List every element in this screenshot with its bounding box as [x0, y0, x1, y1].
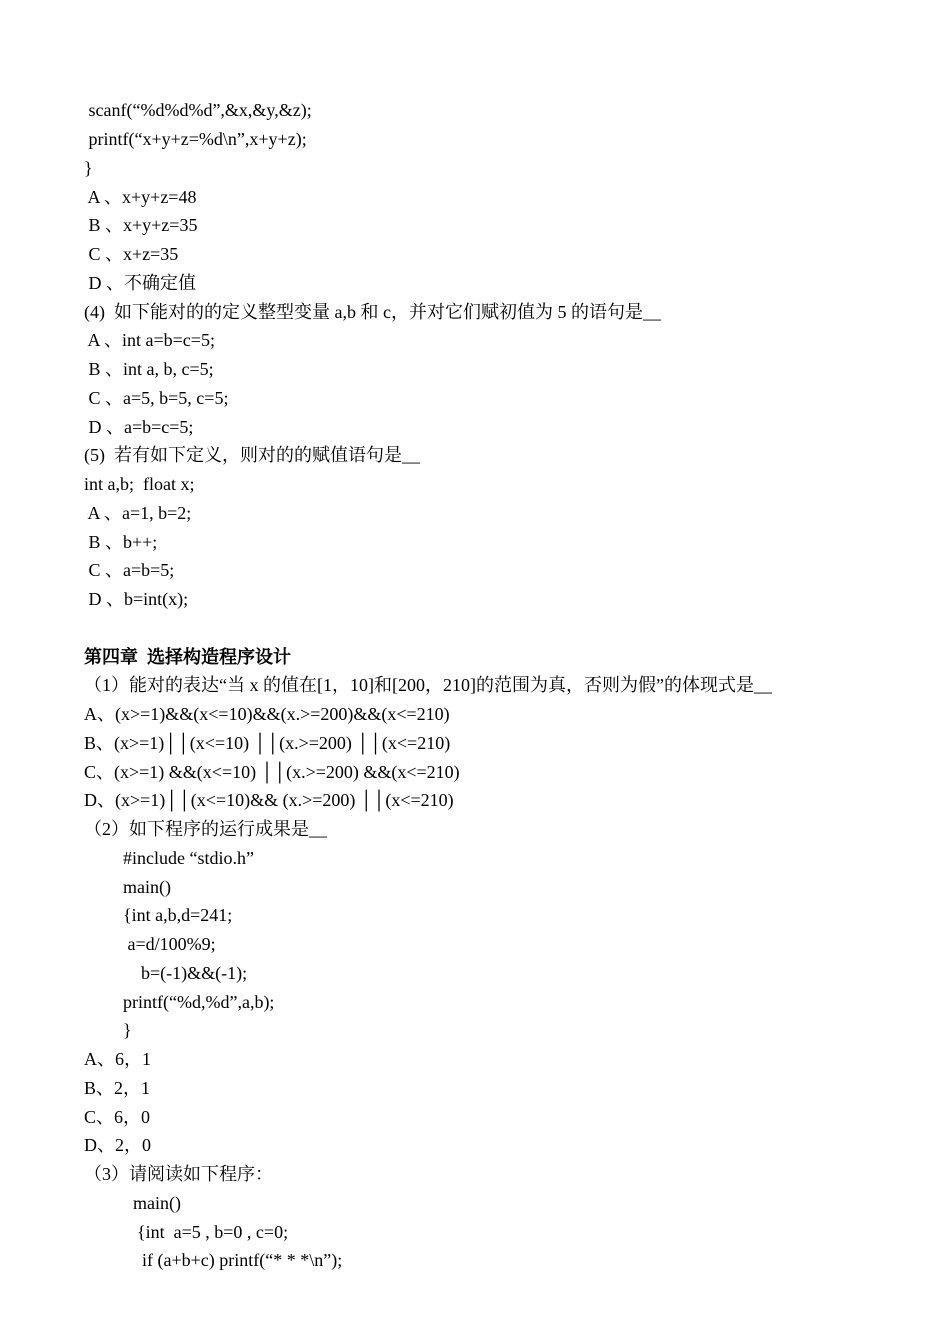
- option-c: C 、a=b=5;: [84, 560, 175, 580]
- option-b: B 、x+y+z=35: [84, 215, 198, 235]
- option-d: D、(x>=1)││(x<=10)&& (x.>=200) ││(x<=210): [84, 790, 454, 810]
- question-2: （2）如下程序的运行成果是__: [84, 819, 327, 839]
- option-b: B 、int a, b, c=5;: [84, 359, 214, 379]
- code-line-printf: printf(“%d,%d”,a,b);: [123, 992, 275, 1012]
- question-4: (4) 如下能对的的定义整型变量 a,b 和 c，并对它们赋初值为 5 的语句是__: [84, 302, 661, 322]
- option-d: D 、a=b=c=5;: [84, 417, 194, 437]
- option-c: C、(x>=1) &&(x<=10) ││(x.>=200) &&(x<=210): [84, 762, 460, 782]
- option-a: A 、int a=b=c=5;: [84, 330, 215, 350]
- code-line-close-brace: }: [123, 1020, 132, 1040]
- code-line-assign-b: b=(-1)&&(-1);: [123, 963, 248, 983]
- chapter-heading: 第四章 选择构造程序设计: [84, 647, 291, 667]
- question-3: （3）请阅读如下程序：: [84, 1164, 273, 1184]
- code-line-printf: printf(“x+y+z=%d\n”,x+y+z);: [84, 129, 307, 149]
- option-b: B、(x>=1)││(x<=10) ││(x.>=200) ││(x<=210): [84, 733, 451, 753]
- option-b: B 、b++;: [84, 532, 158, 552]
- option-b: B、2，1: [84, 1078, 151, 1098]
- option-c: C 、x+z=35: [84, 244, 179, 264]
- code-line-scanf: scanf(“%d%d%d”,&x,&y,&z);: [84, 100, 312, 120]
- code-line-if-printf: if (a+b+c) printf(“* * *\n”);: [142, 1250, 343, 1270]
- option-c: C 、a=5, b=5, c=5;: [84, 388, 229, 408]
- code-line-close-brace: }: [84, 158, 93, 178]
- code-line-main: main(): [123, 877, 171, 897]
- option-d: D 、b=int(x);: [84, 589, 189, 609]
- option-c: C、6，0: [84, 1107, 151, 1127]
- code-line-declaration: {int a=5 , b=0 , c=0;: [137, 1222, 289, 1242]
- option-a: A 、a=1, b=2;: [84, 503, 192, 523]
- option-a: A 、x+y+z=48: [84, 187, 197, 207]
- code-line-assign-a: a=d/100%9;: [123, 934, 216, 954]
- option-a: A、(x>=1)&&(x<=10)&&(x.>=200)&&(x<=210): [84, 704, 450, 724]
- option-a: A、6，1: [84, 1049, 151, 1069]
- code-line-declaration: {int a,b,d=241;: [123, 905, 233, 925]
- option-d: D 、不确定值: [84, 273, 196, 293]
- code-line-include: #include “stdio.h”: [123, 848, 254, 868]
- question-5: (5) 若有如下定义，则对的的赋值语句是__: [84, 445, 420, 465]
- code-line-main: main(): [133, 1193, 181, 1213]
- question-1: （1）能对的表达“当 x 的值在[1，10]和[200，210]的范围为真，否则为假”的体现式是__: [84, 675, 772, 695]
- option-d: D、2，0: [84, 1135, 151, 1155]
- code-line-declaration: int a,b; float x;: [84, 474, 195, 494]
